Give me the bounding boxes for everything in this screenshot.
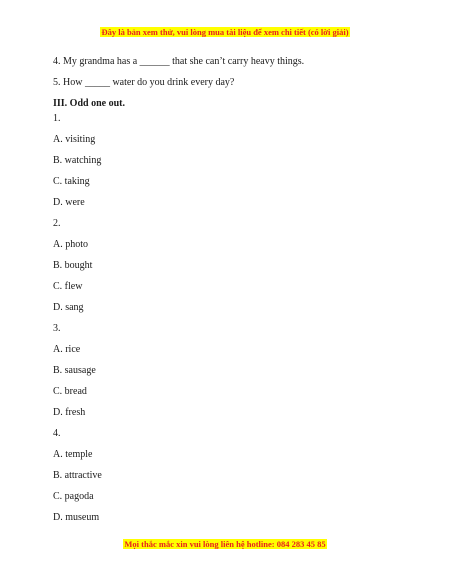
option-b: B. attractive [53, 470, 102, 481]
question-number: 3. [53, 323, 61, 334]
question-number: 4. [53, 428, 61, 439]
option-c: C. flew [53, 281, 83, 292]
hotline-banner [0, 539, 450, 549]
section-title: III. Odd one out. [53, 98, 125, 109]
fill-in-sentence-4: 4. My grandma has a ______ that she can’t carry heavy things. [53, 56, 305, 67]
option-c: C. bread [53, 386, 87, 397]
option-a: A. rice [53, 344, 81, 355]
option-d: D. museum [53, 512, 100, 523]
option-b: B. sausage [53, 365, 96, 376]
option-d: D. sang [53, 302, 84, 313]
question-number: 2. [53, 218, 61, 229]
option-d: D. fresh [53, 407, 86, 418]
option-d: D. were [53, 197, 85, 208]
option-b: B. watching [53, 155, 102, 166]
option-a: A. visiting [53, 134, 96, 145]
preview-notice-banner [0, 27, 450, 37]
question-number: 1. [53, 113, 61, 124]
option-a: A. photo [53, 239, 88, 250]
option-c: C. taking [53, 176, 90, 187]
preview-notice-text: Đây là bản xem thử, vui lòng mua tài liệu để xem chi tiết (có lời giải) [101, 27, 349, 37]
option-b: B. bought [53, 260, 93, 271]
hotline-text: Mọi thắc mắc xin vui lòng liên hệ hotline: 084 283 45 85 [124, 539, 326, 549]
fill-in-sentence-5: 5. How _____ water do you drink every day? [53, 77, 235, 88]
option-c: C. pagoda [53, 491, 94, 502]
option-a: A. temple [53, 449, 93, 460]
